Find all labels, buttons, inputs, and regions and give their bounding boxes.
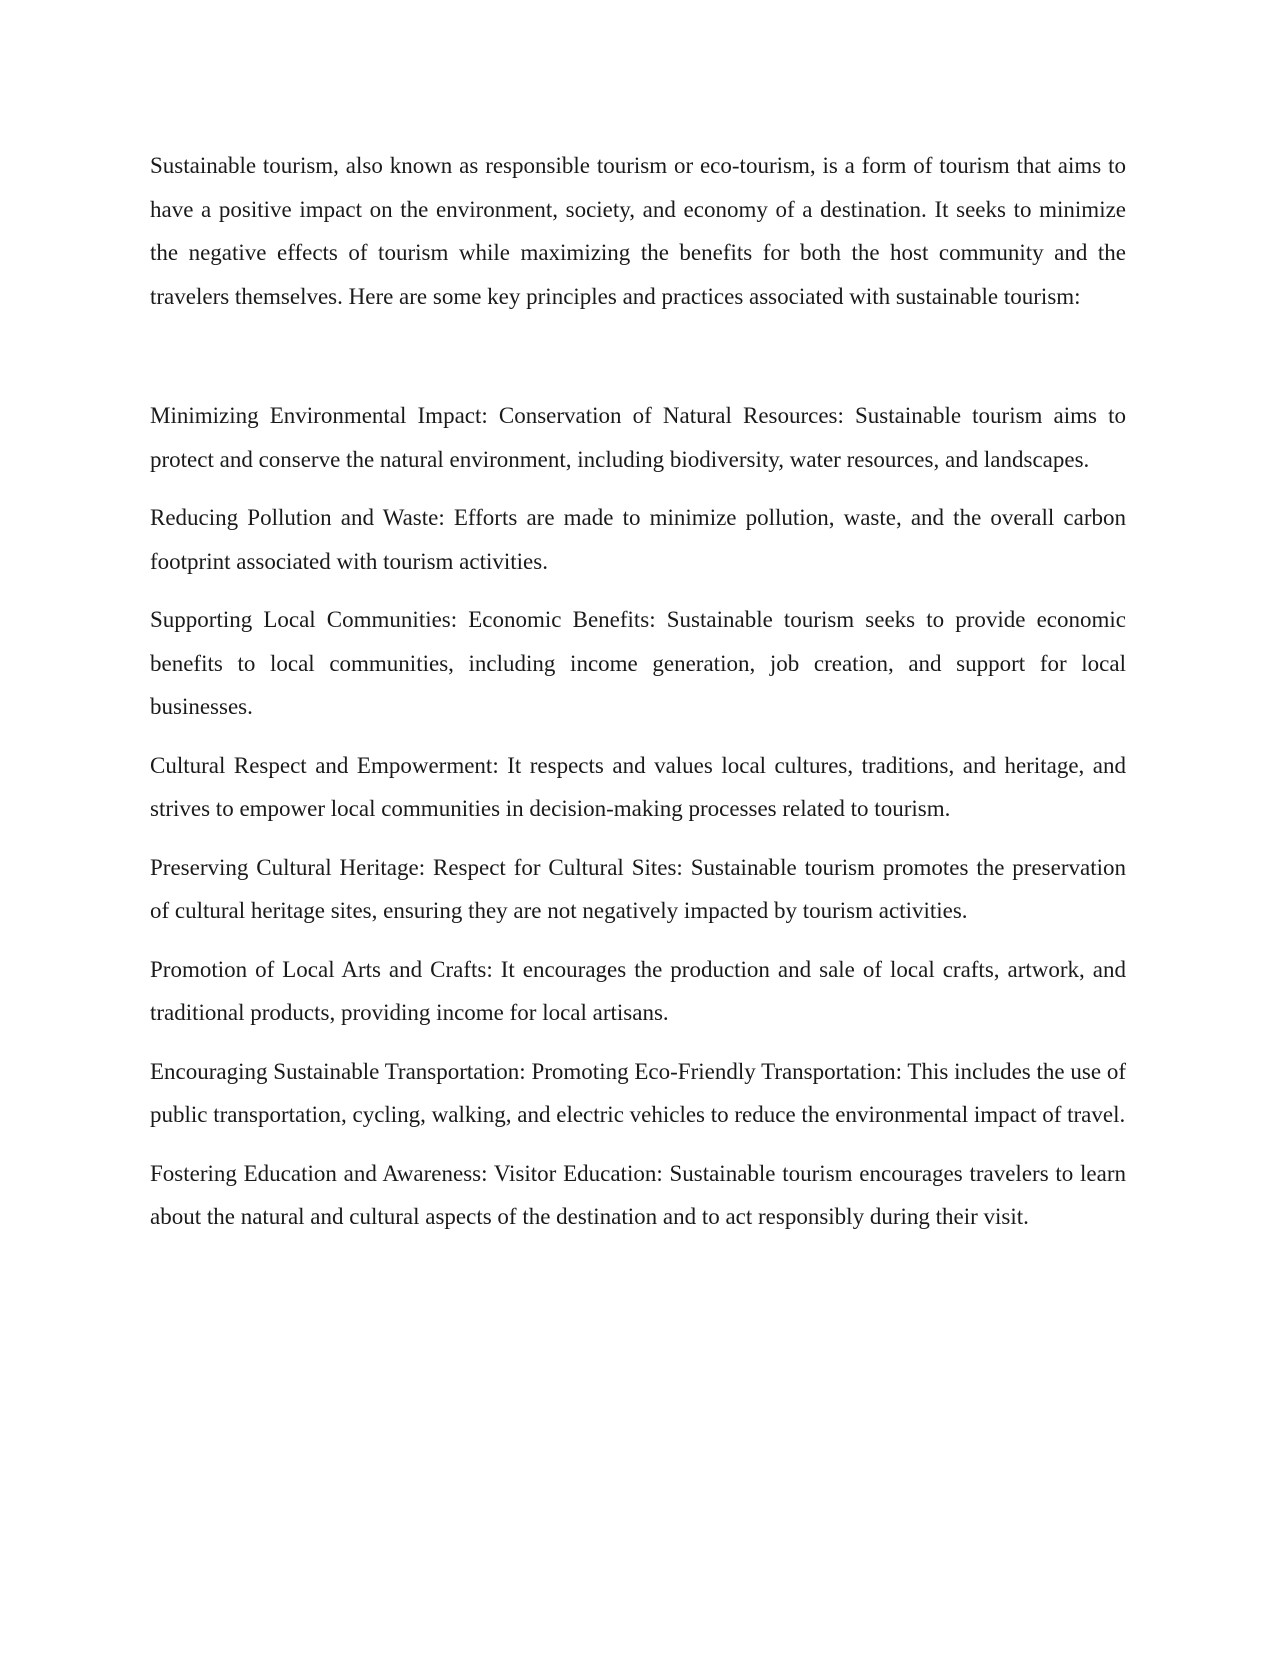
paragraph-cultural-heritage: Preserving Cultural Heritage: Respect for Cultural Sites: Sustainable tourism promotes the preservation of cultural heritage sites, ensuring they are not negatively impacted by tourism activities. — [150, 854, 1126, 923]
paragraph-education: Fostering Education and Awareness: Visitor Education: Sustainable tourism encourages travelers to learn about the natural and cultural aspects of the destination and to act responsibly during their visit. — [150, 1160, 1126, 1229]
paragraph-local-communities: Supporting Local Communities: Economic Benefits: Sustainable tourism seeks to provide economic benefits to local communities, including income generation, job creation, and support for local businesses. — [150, 607, 1126, 719]
paragraph-pollution-waste: Reducing Pollution and Waste: Efforts are made to minimize pollution, waste, and the overall carbon footprint associated with tourism activities. — [150, 505, 1126, 574]
paragraph-environmental-impact: Minimizing Environmental Impact: Conservation of Natural Resources: Sustainable tourism aims to protect and conserve the natural environment, including biodiversity, water resources, and landscapes. — [150, 403, 1126, 472]
paragraph-transportation: Encouraging Sustainable Transportation: Promoting Eco-Friendly Transportation: This includes the use of public transportation, cycling, walking, and electric vehicles to reduce the environmental impact of travel. — [150, 1058, 1126, 1127]
paragraph-arts-crafts: Promotion of Local Arts and Crafts: It encourages the production and sale of local crafts, artwork, and traditional products, providing income for local artisans. — [150, 956, 1126, 1025]
intro-paragraph: Sustainable tourism, also known as responsible tourism or eco-tourism, is a form of tourism that aims to have a positive impact on the environment, society, and economy of a destination. It seeks to minimize the negative effects of tourism while maximizing the benefits for both the host community and the travelers themselves. Here are some key principles and practices associated with sustainable tourism: — [150, 153, 1126, 309]
paragraph-cultural-respect: Cultural Respect and Empowerment: It respects and values local cultures, traditions, and heritage, and strives to empower local communities in decision-making processes related to tourism. — [150, 752, 1126, 821]
document-body — [150, 144, 1126, 1254]
